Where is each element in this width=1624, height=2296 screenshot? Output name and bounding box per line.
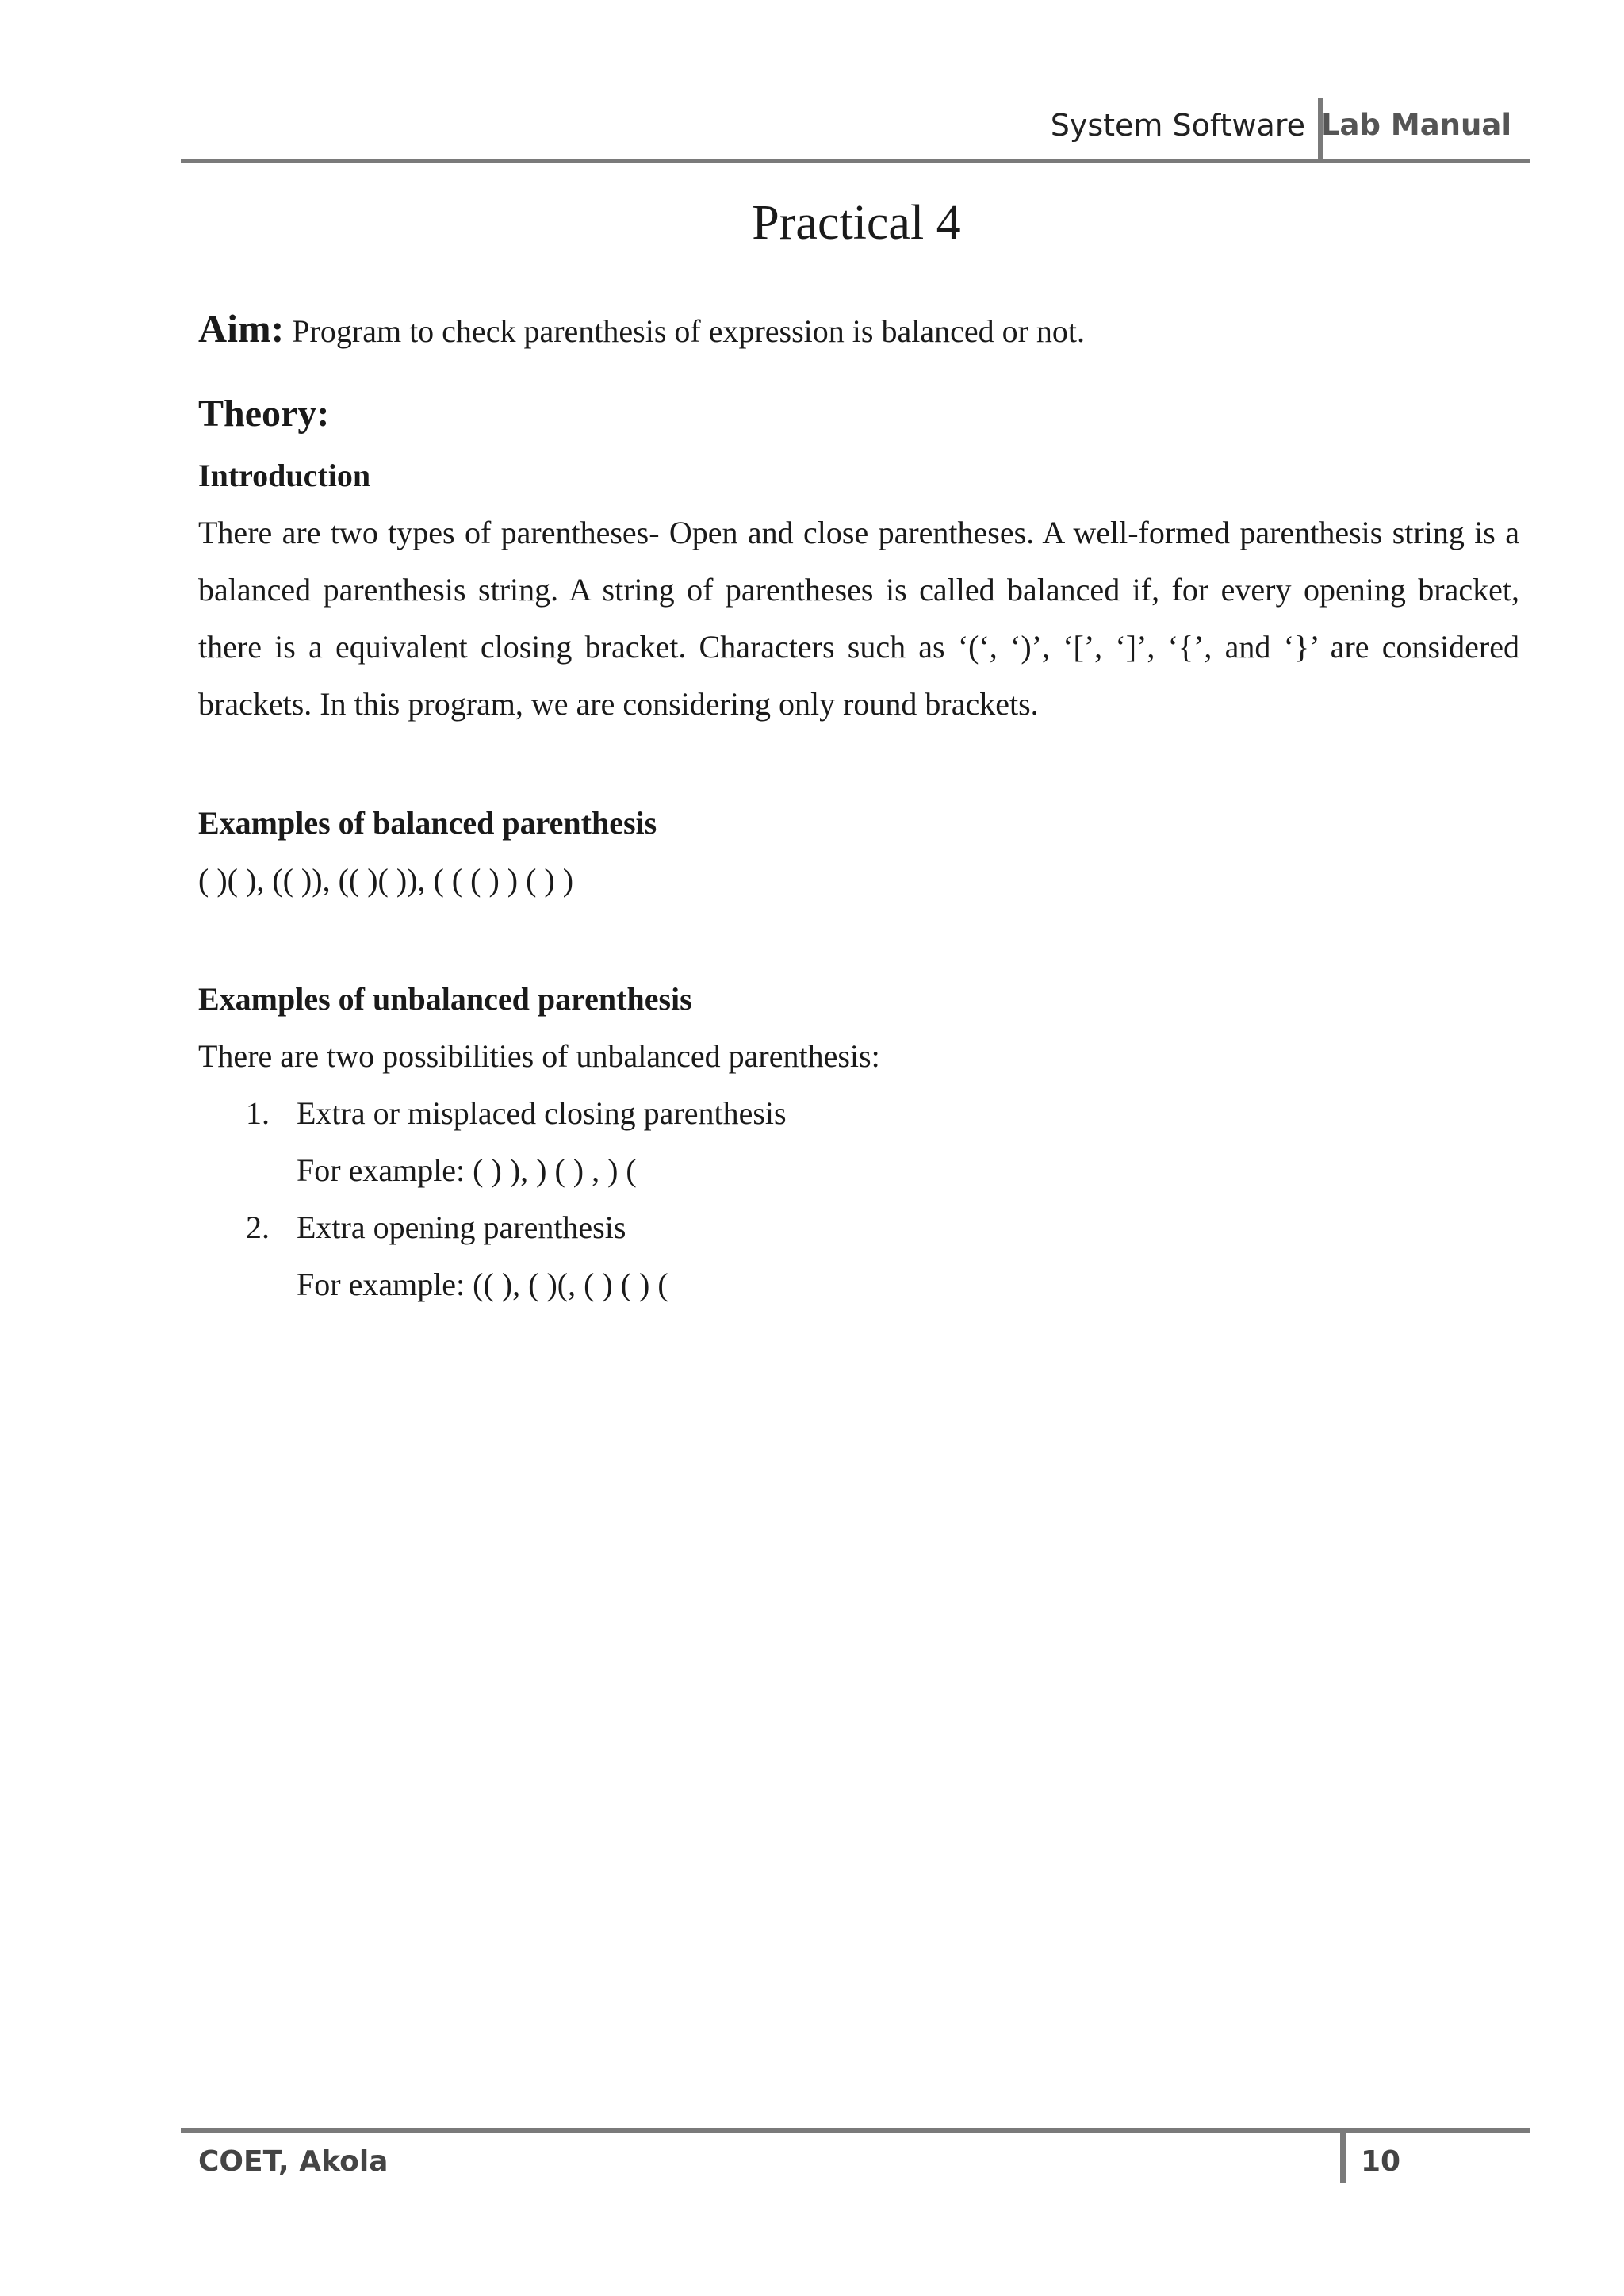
running-footer [181,2128,1530,2183]
list-item [198,1085,1519,1199]
list-item-number: 1. [246,1095,270,1131]
list-item-example: For example: ( ) ), ) ( ) , ) ( [297,1152,637,1188]
aim-text: Program to check parenthesis of expression is balanced or not. [292,313,1086,349]
balanced-examples: ( )( ), (( )), (( )( )), ( ( ( ) ) ( ) ) [198,862,574,898]
theory-heading: Theory: [198,393,330,435]
header-rule [181,159,1530,163]
section-spacer [198,909,1519,966]
unbalanced-heading: Examples of unbalanced parenthesis [198,981,692,1017]
footer-organization: COET, Akola [198,2145,389,2178]
running-header [181,98,1530,163]
list-item-number: 2. [246,1209,270,1245]
balanced-heading: Examples of balanced parenthesis [198,805,657,841]
aim-statement [198,300,1519,357]
aim-label: Aim: [198,306,285,351]
section-spacer [198,733,1519,790]
list-item-text: Extra or misplaced closing parenthesis [297,1095,787,1131]
header-subject: System Software [1050,108,1305,143]
header-document-type: Lab Manual [1320,108,1511,142]
unbalanced-intro: There are two possibilities of unbalanced parenthesis: [198,1038,880,1074]
introduction-paragraph: There are two types of parentheses- Open and close parentheses. A well-formed parenthesis string is a balanced parenthesis string. A string of parentheses is called balanced if, for every opening bracket, there is a equivalent closing bracket. Characters such as ‘(‘, ‘)’, ‘[’, ‘]’, ‘{’, and ‘}’ are considered brackets. In this program, we are considering only round brackets. [198,515,1519,722]
footer-rule [181,2128,1530,2133]
footer-divider [1340,2128,1346,2183]
page-content [198,300,1519,1313]
page-title: Practical 4 [752,196,961,250]
list-item [198,1199,1519,1313]
list-item-example: For example: (( ), ( )(, ( ) ( ) ( [297,1267,668,1302]
unbalanced-cases-list [198,1085,1519,1313]
introduction-heading: Introduction [198,458,371,493]
page-number: 10 [1361,2145,1401,2178]
list-item-text: Extra opening parenthesis [297,1209,626,1245]
